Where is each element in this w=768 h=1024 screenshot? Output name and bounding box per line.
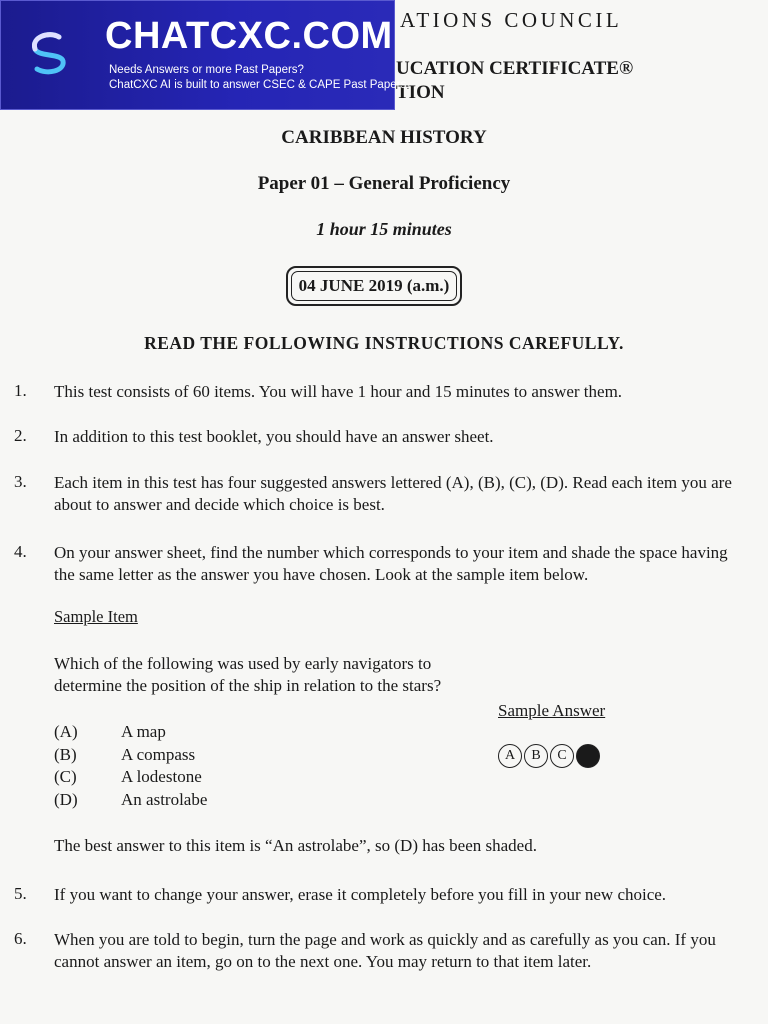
instruction-text: This test consists of 60 items. You will have 1 hour and 15 minutes to answer them. [54,382,623,401]
answer-bubble-b: B [524,744,548,768]
duration: 1 hour 15 minutes [316,219,452,239]
option-letter: (A) [54,722,78,741]
sample-explanation: The best answer to this item is “An astrolabe”, so (D) has been shaded. [54,836,537,855]
answer-bubble-d-shaded [576,744,600,768]
certificate-title: UCATION CERTIFICATE® [396,58,634,79]
answer-bubble-c: C [550,744,574,768]
instruction-number: 5. [14,884,27,903]
option-text: A lodestone [121,767,202,786]
instruction-number: 3. [14,472,27,491]
sample-item-label: Sample Item [54,607,138,626]
option-letter: (B) [54,745,77,764]
chatcxc-logo-icon [19,23,79,83]
paper-title: Paper 01 – General Proficiency [257,173,511,194]
banner-tagline-1: Needs Answers or more Past Papers? [109,64,304,76]
instruction-text: In addition to this test booklet, you should have an answer sheet. [54,427,494,446]
answer-bubble-a: A [498,744,522,768]
chatcxc-banner[interactable] [0,0,410,110]
sample-answer-bubbles [498,744,600,768]
option-text: An astrolabe [121,790,208,809]
instruction-text: Each item in this test has four suggested answers lettered (A), (B), (C), (D). Read each item you are about to answer and decide which choice is best. [54,473,732,514]
subject-title: CARIBBEAN HISTORY [281,127,487,148]
date-box [286,266,462,306]
instruction-number: 4. [14,542,27,561]
instruction-number: 6. [14,929,27,948]
instruction-text: On your answer sheet, find the number which corresponds to your item and shade the space having the same letter as the answer you have chosen. Look at the sample item below. [54,543,728,584]
banner-tagline-2: ChatCXC AI is built to answer CSEC & CAPE Past Papers. [109,79,410,91]
instruction-number: 2. [14,426,27,445]
sample-question: Which of the following was used by early navigators to determine the position of the ship in relation to the stars? [54,654,442,695]
option-letter: (D) [54,790,78,809]
brand-name: CHATCXC.COM [105,15,393,57]
examination-title: TION [396,82,445,103]
instruction-text: If you want to change your answer, erase it completely before you fill in your new choice. [54,885,667,904]
exam-date: 04 JUNE 2019 (a.m.) [298,276,450,295]
instructions-heading: READ THE FOLLOWING INSTRUCTIONS CAREFULLY. [144,333,624,353]
instruction-text: When you are told to begin, turn the page and work as quickly and as carefully as you can. If you cannot answer an item, go on to the next one. You may return to that item later. [54,930,716,971]
sample-answer-label: Sample Answer [498,701,606,720]
option-text: A compass [121,745,196,764]
option-letter: (C) [54,767,77,786]
instruction-number: 1. [14,381,27,400]
council-title: ATIONS COUNCIL [400,8,623,32]
option-text: A map [121,722,166,741]
